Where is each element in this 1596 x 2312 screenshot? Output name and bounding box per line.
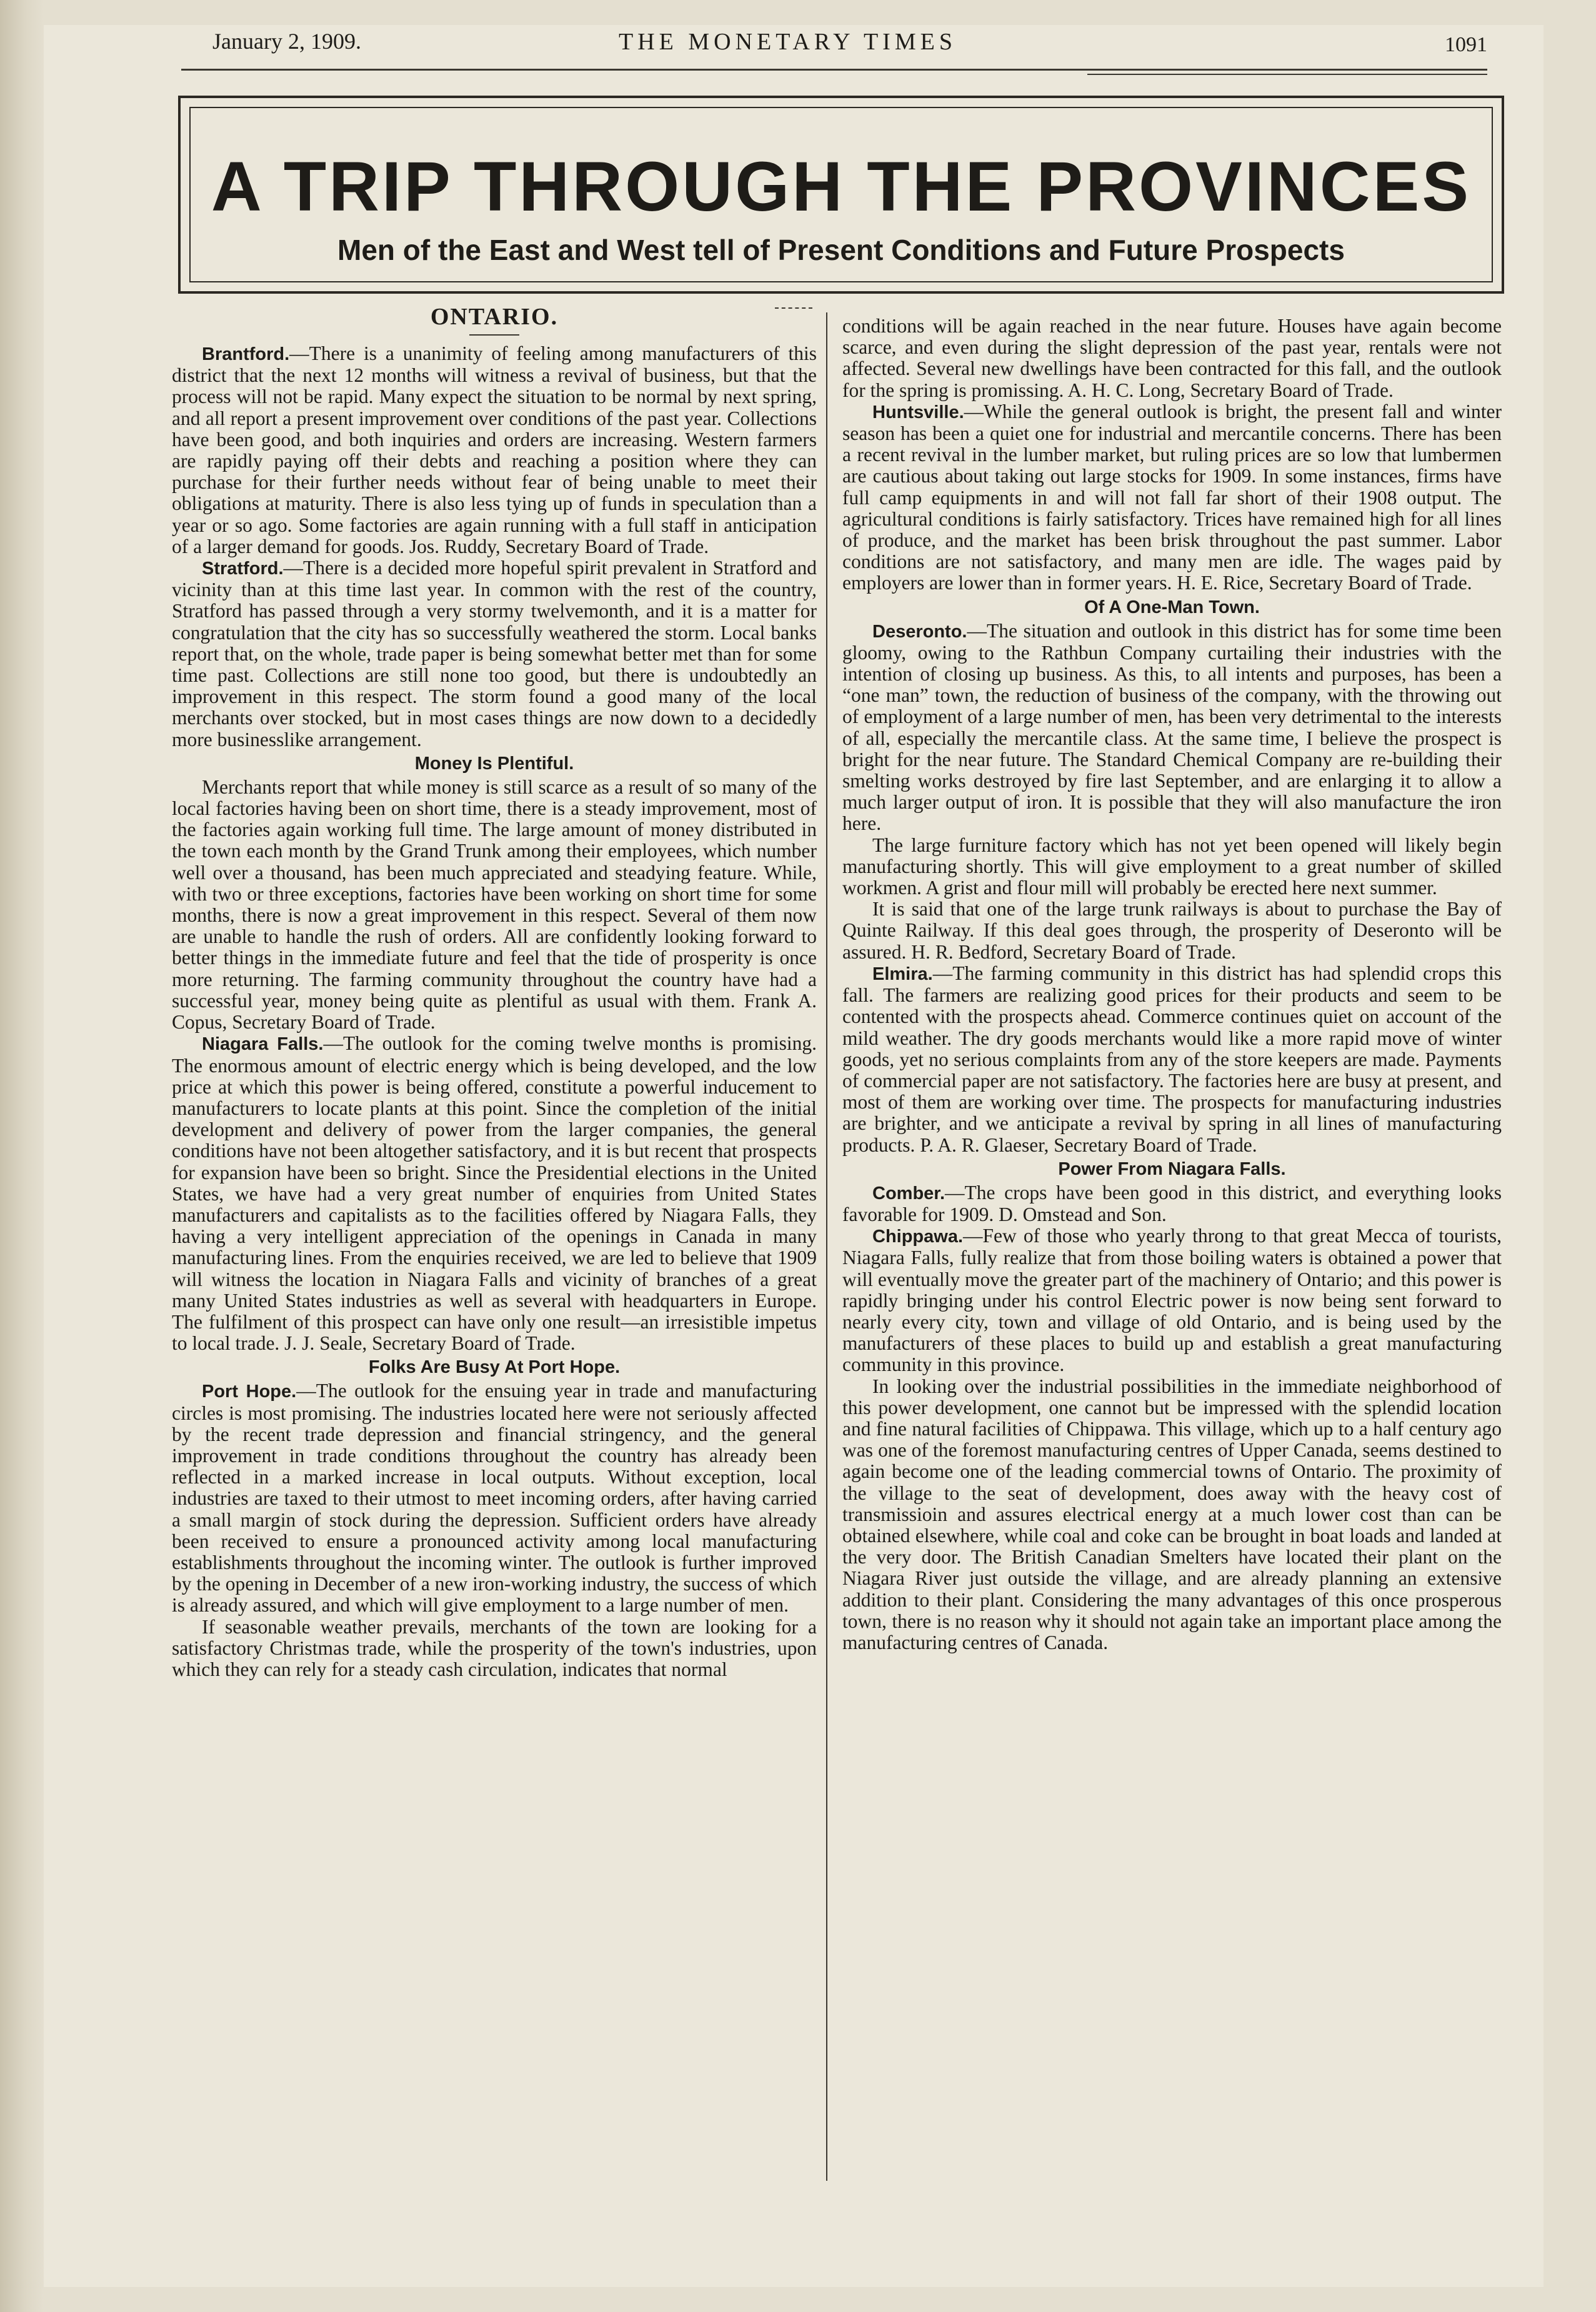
- paragraph-text: —The outlook for the coming twelve months is promising. The enormous amount of electric energy which is being developed, and the low price at which this power is being offered, constitute a powerful inducement to manufacturers to locate plants at this point. Since the completion of the initial development and delivery of power from the larger companies, the general conditions have not been altogether satisfactory, and it is but recent that prospects for expansion have been so bright. Since the Presidential elections in the United States, we have had a very great number of enquiries from United States manufacturers and capitalists as to the facilities offered by Niagara Falls, they having a very intelligent appreciation of the openings in Canada in many manufacturing lines. From the enquiries received, we are led to believe that 1909 will witness the location in Niagara Falls and vicinity of branches of a great many United States industries as well as several with headquarters in Europe. The fulfilment of this prospect can have only one result—an irresistible impetus to local trade. J. J. Seale, Secretary Board of Trade.: [172, 1032, 817, 1355]
- paragraph-text: —Few of those who yearly throng to that great Mecca of tourists, Niagara Falls, fully realize that from those boiling waters is obtained a power that will eventually move the greater part of the machinery of Ontario; and this power is rapidly bringing under his control Electric power is now being sent forward to nearly every city, town and village of old Ontario, and is being used by the manufacturers of these places to build up and establish a great manufacturing community in this province.: [842, 1225, 1502, 1376]
- column-divider: [826, 312, 827, 2181]
- paragraph-text: If seasonable weather prevails, merchants of the town are looking for a satisfactory Christmas trade, while the prosperity of the town's industries, upon which they can rely for a steady cash circulation, indicates that normal: [172, 1615, 817, 1680]
- article-column-left: [172, 303, 817, 1680]
- paragraph-text: conditions will be again reached in the near future. Houses have again become scarce, and even during the slight depression of the past year, rentals were not affected. Several new dwellings have been contracted for this fall, and the outlook for the spring is promissing. A. H. C. Long, Secretary Board of Trade.: [842, 315, 1502, 401]
- running-head: [212, 28, 1487, 66]
- paragraph-text: The large furniture factory which has not yet been opened will likely begin manufacturing shortly. This will give employment to a great number of skilled workmen. A grist and flour mill will probably be erected here next summer.: [842, 834, 1502, 899]
- town-name: Stratford.: [202, 559, 284, 579]
- title-box: [178, 96, 1504, 294]
- header-rule-secondary: [1087, 74, 1487, 75]
- subheading: Folks Are Busy At Port Hope.: [368, 1357, 621, 1378]
- article-paragraph: [172, 1380, 817, 1616]
- article-paragraph: [172, 1617, 817, 1681]
- article-paragraph: [172, 777, 817, 1033]
- article-paragraph: [842, 1182, 1502, 1225]
- article-paragraph: [842, 620, 1502, 835]
- title-box-inner-border: [189, 107, 1493, 282]
- town-name: Port Hope.: [202, 1382, 297, 1402]
- article-paragraph: [172, 343, 817, 557]
- article-paragraph: [842, 963, 1502, 1156]
- town-name: Elmira.: [872, 964, 933, 984]
- paragraph-text: —While the general outlook is bright, the present fall and winter season has been a quiet one for industrial and mercantile concerns. There has been a recent revival in the lumber market, but ruling prices are so low that lumbermen are cautious about taking out large stocks for 1909. In some instances, firms have full camp equipments in and will not fall far short of their 1908 output. The agricultural conditions is fairly satisfactory. Trices have remained high for all lines of produce, and the market has been brisk throughout the past summer. Labor conditions are not satisfactory, and many men are idle. The wages paid by employers are lower than in former years. H. E. Rice, Secretary Board of Trade.: [842, 400, 1502, 594]
- article-paragraph: [842, 316, 1502, 401]
- paragraph-text: —The crops have been good in this district, and everything looks favorable for 1909. D. Omstead and Son.: [842, 1181, 1502, 1225]
- article-paragraph: [842, 401, 1502, 594]
- subheadline: Men of the East and West tell of Present Conditions and Future Prospects: [337, 234, 1345, 266]
- paragraph-text: Merchants report that while money is still scarce as a result of so many of the local factories having been on short time, there is a steady improvement, most of the factories again working full time. The large amount of money distributed in the town each month by the Grand Trunk among their employees, which number well over a thousand, has been much appreciated and steadying feature. While, with two or three exceptions, factories have been working on short time for some months, there is now a great improvement in this respect. Several of them now are unable to handle the rush of orders. All are confidently looking forward to better things in the immediate future and feel that the tide of prosperity is once more returning. The farming community throughout the country have had a successful year, money being quite as plentiful as usual with them. Frank A. Copus, Secretary Board of Trade.: [172, 775, 817, 1034]
- town-name: Brantford.: [202, 344, 290, 364]
- article-paragraph: [842, 1376, 1502, 1654]
- paragraph-text: —The outlook for the ensuing year in trade and manufacturing circles is most promising. The industries located here were not seriously affected by the recent trade depression and financial stringency, and the general improvement in trade conditions throughout the country has already been reflected in a marked increase in local outputs. Without exception, local industries are taxed to their utmost to meet incoming orders, after having carried a small margin of stock during the depression. Sufficient orders have already been received to ensure a pronounced activity among local manufacturing establishments throughout the incoming winter. The outlook is further improved by the opening in December of a new iron-working industry, the success of which is already assured, and which will give employment to a large number of men.: [172, 1380, 817, 1617]
- subheading: Power From Niagara Falls.: [1058, 1158, 1286, 1179]
- paragraph-text: —The situation and outlook in this district has for some time been gloomy, owing to the Rathbun Company curtailing their industries with the intention of closing up business. As this, to all intents and purposes, has been a “one man” town, the reduction of business of the company, with the throwing out of employment of a large number of men, has been very detrimental to the interests of all, especially the mercantile class. At the same time, I believe the prospect is bright for the near future. The Standard Chemical Company are re-building their smelting works destroyed by fire last September, and are enlarging it to allow a much larger output of iron. It is possible that they will also manufacture the iron here.: [842, 619, 1502, 835]
- paragraph-text: —The farming community in this district has had splendid crops this fall. The farmers are realizing good prices for their products and seem to be contented with the prospects ahead. Commerce continues quiet on account of the mild weather. The dry goods merchants would like a more rapid move of winter goods, yet no serious complaints from any of the store keepers are made. Payments of commercial paper are not satisfactory. The factories here are busy at present, and most of them are working over time. The prospects for manufacturing industries are brighter, and we anticipate a revival by spring in all lines of manufacturing products. P. A. R. Glaeser, Secretary Board of Trade.: [842, 962, 1502, 1156]
- article-column-right: [842, 316, 1502, 1653]
- headline: A TRIP THROUGH THE PROVINCES: [211, 147, 1472, 226]
- article-paragraph: [842, 899, 1502, 963]
- town-name: Comber.: [872, 1183, 945, 1203]
- right-column-content: [842, 316, 1502, 1653]
- subheading: Of A One-Man Town.: [1084, 597, 1260, 617]
- paragraph-text: In looking over the industrial possibilities in the immediate neighborhood of this power development, one cannot but be impressed with the splendid location and fine natural facilities of Chippawa. This village, which up to a half century ago was one of the foremost manufacturing centres of Upper Canada, seems destined to again become one of the leading commercial towns of Ontario. The proximity of the village to the seat of development, does away with the heavy cost of transmissioin and assures electrical energy at a much lower cost than can be obtained elsewhere, while coal and coke can be brought in boat loads and landed at the very door. The British Canadian Smelters have located their plant on the Niagara River just outside the village, and are already planning an extensive addition to their plant. Considering the many advantages of this once prosperous town, there is no reason why it should not again take an important place among the manufacturing centres of Canada.: [842, 1375, 1502, 1653]
- paragraph-text: —There is a unanimity of feeling among manufacturers of this district that the next 12 months will witness a revival of business, but that the process will not be rapid. Many expect the situation to be normal by next spring, and all report a present improvement over conditions of the past year. Collections have been good, and both inquiries and orders are increasing. Western farmers are rapidly paying off their debts and reaching a position where they can purchase for their further needs without fear of being unable to meet their obligations at maturity. There is also less tying up of funds in speculation than a year or so ago. Some factories are again running with a full staff in anticipation of a larger demand for goods. Jos. Ruddy, Secretary Board of Trade.: [172, 342, 817, 557]
- page-gutter: [0, 0, 44, 2312]
- paragraph-text: —There is a decided more hopeful spirit prevalent in Stratford and vicinity than at this time last year. In common with the rest of the country, Stratford has passed through a very stormy twelvemonth, and it is a matter for congratulation that the city has so successfully weathered the storm. Local banks report that, on the whole, trade paper is being somewhat better met than for some time past. Collections are still none too good, but there is undoubtedly an improvement in this respect. The storm found a good many of the local merchants over stocked, but in most cases things are now down to a decidedly more businesslike arrangement.: [172, 557, 817, 750]
- section-title: ONTARIO.: [430, 304, 559, 330]
- article-paragraph: [842, 835, 1502, 899]
- article-paragraph: [172, 1033, 817, 1354]
- header-rule: [181, 69, 1487, 71]
- article-paragraph: [172, 557, 817, 750]
- paragraph-text: It is said that one of the large trunk railways is about to purchase the Bay of Quinte Railway. If this deal goes through, the prosperity of Deseronto will be assured. H. R. Bedford, Secretary Board of Trade.: [842, 898, 1502, 963]
- town-name: Chippawa.: [872, 1227, 964, 1247]
- town-name: Niagara Falls.: [202, 1034, 324, 1055]
- page-number: 1091: [1445, 33, 1487, 56]
- town-name: Deseronto.: [872, 621, 967, 642]
- left-column-content: [172, 343, 817, 1680]
- section-rule: [469, 334, 519, 336]
- issue-date: January 2, 1909.: [212, 29, 361, 54]
- town-name: Huntsville.: [872, 402, 964, 422]
- subheading: Money Is Plentiful.: [414, 753, 574, 774]
- publication-name: THE MONETARY TIMES: [619, 29, 957, 55]
- article-paragraph: [842, 1225, 1502, 1375]
